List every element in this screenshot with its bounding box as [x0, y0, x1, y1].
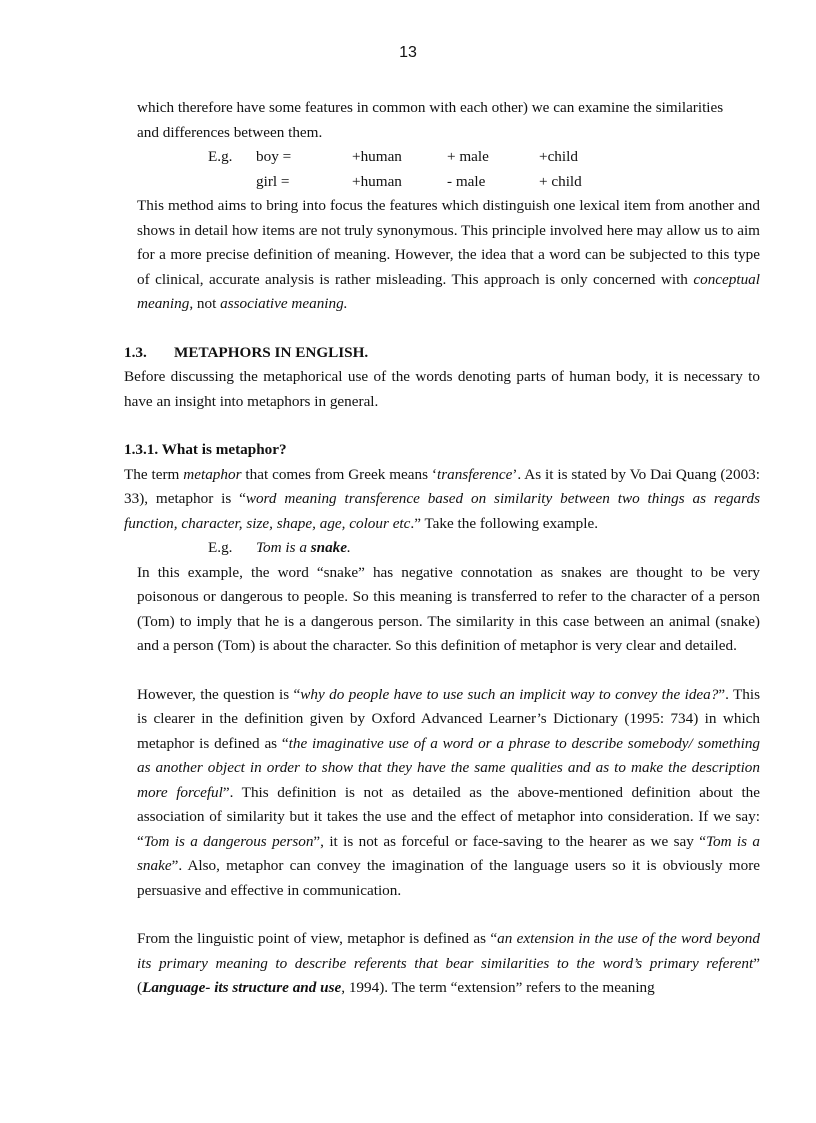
example-feature: +human — [352, 172, 402, 190]
example-label: E.g. — [208, 148, 233, 165]
snake-paragraph: In this example, the word “snake” has negative connotation as snakes are thought to be very poisonous or dangerous to people. So this meaning is transferred to refer to the character of a person (Tom) to imply that he is a dangerous person. The similarity in this case between an animal (snake) and a person (Tom) is about the character. So this definition of metaphor is very clear and detailed. — [137, 563, 760, 654]
feature-example-table — [208, 145, 639, 194]
subsection-heading: 1.3.1. What is metaphor? — [124, 441, 287, 458]
table-row — [208, 170, 639, 195]
section-heading — [124, 341, 760, 366]
section-number: 1.3. — [124, 343, 147, 361]
example-word: boy = — [256, 148, 292, 165]
section-intro-paragraph: Before discussing the metaphorical use of the words denoting parts of human body, it is necessary to have an insight into metaphors in general. — [124, 368, 760, 410]
definition-paragraph: The term metaphor that comes from Greek means ‘transference’. As it is stated by Vo Dai Quang (2003: 33), metaphor is “word meaning transference based on similarity between two things as regards function, character, size, shape, age, colour etc.” Take the following example. — [124, 465, 760, 532]
intro-paragraph — [124, 96, 760, 145]
example-feature: +child — [539, 148, 578, 165]
method-paragraph: This method aims to bring into focus the features which distinguish one lexical item from another and shows in detail how items are not truly synonymous. This principle involved here may allow us to aim for a more precise definition of meaning. However, the idea that a word can be subjected to this type of clinical, accurate analysis is rather misleading. This approach is only concerned with conceptual meaning, not associative meaning. — [137, 197, 760, 312]
page-number: 13 — [399, 44, 417, 61]
snake-example: E.g. Tom is a snake. — [208, 536, 760, 561]
example-label: E.g. — [208, 539, 233, 556]
example-word: girl = — [256, 172, 290, 190]
section-title: METAPHORS IN ENGLISH. — [174, 343, 369, 361]
example-feature: +human — [352, 148, 402, 165]
table-row — [208, 145, 639, 170]
example-feature: - male — [447, 172, 486, 190]
page-body — [124, 96, 760, 1001]
question-paragraph: However, the question is “why do people have to use such an implicit way to convey the idea?”. This is clearer in the definition given by Oxford Advanced Learner’s Dictionary (1995: 734) in which metaphor is defined as “the imaginative use of a word or a phrase to describe somebody/ something as another object in order to show that they have the same qualities and as to make the description more forceful”. This definition is not as detailed as the above-mentioned definition about the association of similarity but it takes the use and the effect of metaphor into consideration. If we say: “Tom is a dangerous person”, it is not as forceful or face-saving to the hearer as we say “Tom is a snake”. Also, metaphor can convey the imagination of the language users so it is obviously more persuasive and effective in communication. — [137, 685, 761, 899]
example-feature: + male — [447, 148, 489, 165]
intro-line-1: which therefore have some features in common with each other) we can examine the similarities — [137, 99, 724, 116]
example-feature: + child — [539, 172, 582, 190]
intro-line-2: and differences between them. — [137, 123, 323, 141]
linguistic-paragraph: From the linguistic point of view, metaphor is defined as “an extension in the use of the word beyond its primary meaning to describe referents that bear similarities to the word’s primary referent” (Language- its structure and use, 1994). The term “extension” refers to the meaning — [137, 930, 760, 996]
